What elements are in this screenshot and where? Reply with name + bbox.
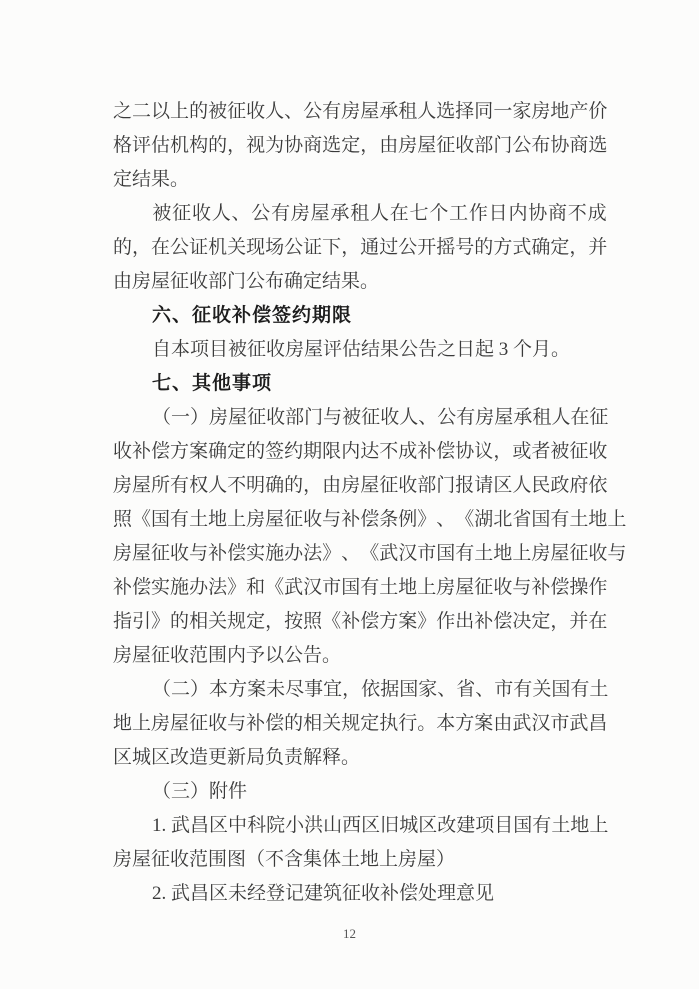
document-line: 七、其他事项 xyxy=(152,373,273,394)
document-line: 被 征 收 人 、 公 有 房 屋 承 租 人 在 七 个 工 作 日 内 协 商 不 成 xyxy=(152,203,607,224)
document-line: 自本项目被征收房屋评估结果公告之日起 3 个月。 xyxy=(152,339,571,360)
document-line: 的 ， 在 公 证 机 关 现 场 公 证 下 ， 通 过 公 开 摇 号 的 方 式 确 定 ， 并 xyxy=(113,237,608,258)
document-line: 房屋征收范围图（不含集体土地上房屋） xyxy=(113,849,456,870)
document-line: 格 评 估 机 构 的 ， 视 为 协 商 选 定 ， 由 房 屋 征 收 部 门 公 布 协 商 选 xyxy=(113,135,608,156)
document-line: 2. 武昌区未经登记建筑征收补偿处理意见 xyxy=(152,883,495,904)
document-line: 地 上 房 屋 征 收 与 补 偿 的 相 关 规 定 执 行 。 本 方 案 由 武 汉 市 武 昌 xyxy=(113,713,608,734)
document-line: 之 二 以 上 的 被 征 收 人 、 公 有 房 屋 承 租 人 选 择 同 一 家 房 地 产 价 xyxy=(113,101,608,122)
document-line: （三）附件 xyxy=(152,781,248,802)
document-line: 1. 武 昌 区 中 科 院 小 洪 山 西 区 旧 城 区 改 建 项 目 国 有 土 地 上 xyxy=(152,815,609,836)
document-line: 定结果。 xyxy=(113,169,190,190)
page-number: 12 xyxy=(343,926,356,941)
document-line: （ 一 ） 房 屋 征 收 部 门 与 被 征 收 人 、 公 有 房 屋 承 租 人 在 征 xyxy=(152,407,609,428)
document-line: 房 屋 所 有 权 人 不 明 确 的 ， 由 房 屋 征 收 部 门 报 请 区 人 民 政 府 依 xyxy=(113,475,608,496)
document-line: 照 《 国 有 土 地 上 房 屋 征 收 与 补 偿 条 例 》 、 《 湖 北 省 国 有 土 地 上 xyxy=(113,509,627,530)
document-line: 区城区改造更新局负责解释。 xyxy=(113,747,361,768)
document-line: 由房屋征收部门公布确定结果。 xyxy=(113,271,380,292)
document-line: （ 二 ） 本 方 案 未 尽 事 宜 ， 依 据 国 家 、 省 、 市 有 关 国 有 土 xyxy=(152,679,609,700)
document-line: 房屋征收范围内予以公告。 xyxy=(113,645,342,666)
document-line: 补 偿 实 施 办 法 》 和 《 武 汉 市 国 有 土 地 上 房 屋 征 收 与 补 偿 操 作 xyxy=(113,577,608,598)
document-line: 指 引 》 的 相 关 规 定 ， 按 照 《 补 偿 方 案 》 作 出 补 偿 决 定 ， 并 在 xyxy=(113,611,608,632)
document-line: 收 补 偿 方 案 确 定 的 签 约 期 限 内 达 不 成 补 偿 协 议 ， 或 者 被 征 收 xyxy=(113,441,608,462)
document-line: 房 屋 征 收 与 补 偿 实 施 办 法 》 、 《 武 汉 市 国 有 土 地 上 房 屋 征 收 与 xyxy=(113,543,627,564)
document-lines xyxy=(113,95,627,911)
document-line: 六、征收补偿签约期限 xyxy=(152,305,353,326)
